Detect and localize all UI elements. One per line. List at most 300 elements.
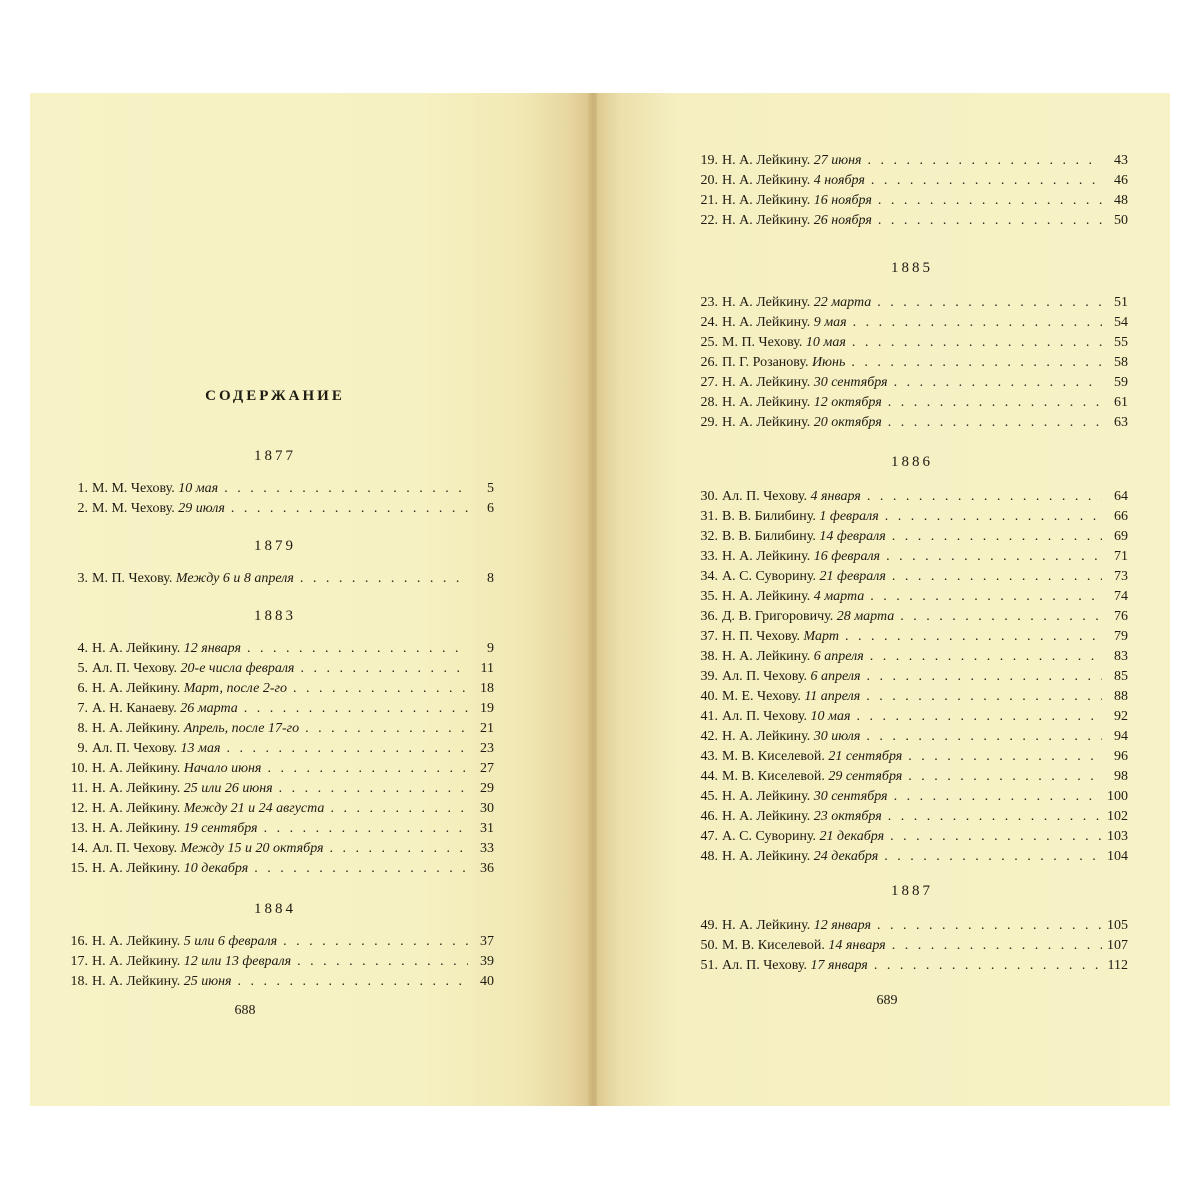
entry-addressee: Н. А. Лейкину. [92,681,181,696]
toc-entry[interactable] [694,587,1128,607]
entry-addressee: М. В. Киселевой. [722,938,825,953]
entry-date: 30 сентября [813,375,888,390]
entry-page-number: 54 [1114,315,1128,330]
entry-text [722,956,1102,976]
entry-page-number: 39 [480,954,494,969]
entry-date: 21 декабря [819,829,885,844]
entry-number: 13. [70,821,88,836]
toc-entry[interactable] [694,413,1128,433]
entry-date: 10 декабря [183,861,249,876]
entry-date: 29 июля [178,501,225,516]
entry-page-number: 58 [1114,355,1128,370]
toc-entry[interactable] [694,847,1128,867]
entry-number: 22. [700,213,718,228]
toc-entry[interactable] [694,293,1128,313]
entry-addressee: Н. А. Лейкину. [722,789,811,804]
entry-text [722,353,1102,373]
entry-addressee: Н. А. Лейкину. [722,395,811,410]
entry-number: 48. [700,849,718,864]
entry-number: 50. [700,938,718,953]
entry-page-number: 73 [1114,569,1128,584]
entry-date: 4 марта [813,589,865,604]
entry-text [722,627,1102,647]
entry-page-number: 69 [1114,529,1128,544]
toc-entry[interactable] [694,487,1128,507]
entry-date: Между 6 и 8 апреля [175,571,294,586]
toc-entry[interactable] [694,607,1128,627]
entry-page-number: 105 [1107,918,1128,933]
entry-text [92,639,468,659]
entry-text [722,211,1102,231]
entry-text [722,687,1102,707]
toc-entry[interactable] [694,191,1128,211]
toc-entry[interactable] [64,569,494,589]
entry-addressee: А. Н. Канаеву. [92,701,177,716]
toc-entry[interactable] [64,739,494,759]
entry-addressee: П. Г. Розанову. [722,355,809,370]
entry-text [722,567,1102,587]
entry-addressee: Ал. П. Чехову. [722,958,808,973]
entry-date: 29 сентября [828,769,903,784]
entry-page-number: 74 [1114,589,1128,604]
entry-number: 2. [77,501,88,516]
entry-addressee: Д. В. Григоровичу. [722,609,834,624]
entry-number: 44. [700,769,718,784]
entry-number: 51. [700,958,718,973]
year-heading: 1887 [891,883,933,899]
entry-number: 47. [700,829,718,844]
entry-number: 12. [70,801,88,816]
entry-date: 20 октября [813,415,882,430]
toc-entry[interactable] [694,527,1128,547]
entry-page-number: 5 [487,481,494,496]
entry-page-number: 71 [1114,549,1128,564]
entry-addressee: Н. А. Лейкину. [722,918,811,933]
entry-number: 30. [700,489,718,504]
entry-page-number: 103 [1107,829,1128,844]
toc-entry[interactable] [64,499,494,519]
entry-date: 10 мая [805,335,846,350]
entry-addressee: Н. А. Лейкину. [722,375,811,390]
entry-text [92,839,468,859]
entry-number: 26. [700,355,718,370]
entry-date: 4 ноября [813,173,865,188]
entry-date: 16 февраля [813,549,881,564]
entry-page-number: 59 [1114,375,1128,390]
entry-text [92,972,468,992]
entry-text [722,487,1102,507]
entry-addressee: Н. А. Лейкину. [722,589,811,604]
entry-page-number: 102 [1107,809,1128,824]
entry-page-number: 98 [1114,769,1128,784]
entry-addressee: Ал. П. Чехову. [92,741,178,756]
entry-date: 11 апреля [804,689,861,704]
entry-number: 42. [700,729,718,744]
entry-addressee: Н. А. Лейкину. [722,849,811,864]
entry-number: 24. [700,315,718,330]
entry-addressee: А. С. Суворину. [722,829,817,844]
entry-number: 31. [700,509,718,524]
entry-page-number: 43 [1114,153,1128,168]
entry-number: 8. [77,721,88,736]
entry-page-number: 19 [480,701,494,716]
entry-date: 14 января [828,938,886,953]
year-heading: 1879 [254,538,296,554]
entry-page-number: 46 [1114,173,1128,188]
entry-page-number: 112 [1107,958,1128,973]
entry-page-number: 31 [480,821,494,836]
toc-entry[interactable] [64,699,494,719]
entry-page-number: 23 [480,741,494,756]
toc-entry[interactable] [694,827,1128,847]
entry-date: 27 июня [813,153,862,168]
entry-text [722,171,1102,191]
toc-entry[interactable] [694,667,1128,687]
toc-entry[interactable] [64,639,494,659]
entry-text [92,679,468,699]
entry-addressee: Ал. П. Чехову. [92,841,178,856]
entry-date: 24 декабря [813,849,879,864]
entry-number: 3. [77,571,88,586]
entry-page-number: 6 [487,501,494,516]
entry-page-number: 51 [1114,295,1128,310]
toc-entry[interactable] [694,507,1128,527]
entry-addressee: Ал. П. Чехову. [92,661,178,676]
entry-text [722,607,1102,627]
entry-number: 7. [77,701,88,716]
entry-number: 5. [77,661,88,676]
entry-number: 19. [700,153,718,168]
entry-text [92,759,468,779]
entry-number: 32. [700,529,718,544]
entry-addressee: М. П. Чехову. [722,335,803,350]
entry-date: 19 сентября [183,821,258,836]
entry-text [92,699,468,719]
toc-entry[interactable] [64,839,494,859]
entry-number: 40. [700,689,718,704]
entry-number: 21. [700,193,718,208]
entry-number: 36. [700,609,718,624]
entry-addressee: М. В. Киселевой. [722,769,825,784]
entry-text [722,191,1102,211]
entry-text [722,547,1102,567]
entry-text [722,707,1102,727]
toc-entry[interactable] [64,759,494,779]
entry-page-number: 55 [1114,335,1128,350]
entry-text [722,936,1102,956]
year-heading: 1883 [254,608,296,624]
entry-number: 14. [70,841,88,856]
toc-entry[interactable] [694,313,1128,333]
entry-date: Март [803,629,839,644]
entry-text [92,479,468,499]
toc-entry[interactable] [694,916,1128,936]
entry-date: 10 мая [810,709,851,724]
entry-page-number: 40 [480,974,494,989]
toc-entry[interactable] [694,787,1128,807]
entry-page-number: 36 [480,861,494,876]
year-heading: 1886 [891,454,933,470]
entry-number: 4. [77,641,88,656]
entry-text [722,847,1102,867]
entry-page-number: 29 [480,781,494,796]
entry-addressee: Н. А. Лейкину. [92,821,181,836]
entry-addressee: Н. А. Лейкину. [722,295,811,310]
entry-text [722,151,1102,171]
entry-number: 41. [700,709,718,724]
entry-text [722,413,1102,433]
toc-entry[interactable] [64,859,494,879]
entry-text [722,293,1102,313]
toc-entry[interactable] [694,393,1128,413]
toc-entry[interactable] [694,353,1128,373]
entry-date: 26 марта [180,701,238,716]
entry-text [92,799,468,819]
entry-addressee: Н. А. Лейкину. [92,861,181,876]
entry-number: 34. [700,569,718,584]
entry-addressee: Ал. П. Чехову. [722,489,808,504]
toc-entry[interactable] [694,747,1128,767]
entry-text [722,827,1102,847]
entry-number: 39. [700,669,718,684]
entry-text [722,507,1102,527]
entry-date: 21 февраля [819,569,886,584]
entry-date: 21 сентября [828,749,903,764]
entry-date: 26 ноября [813,213,872,228]
entry-addressee: Н. А. Лейкину. [92,721,181,736]
toc-entry[interactable] [694,956,1128,976]
entry-addressee: М. Е. Чехову. [722,689,801,704]
entry-date: Между 15 и 20 октября [180,841,324,856]
toc-entry[interactable] [64,479,494,499]
toc-entry[interactable] [694,807,1128,827]
toc-entry[interactable] [64,679,494,699]
year-heading: 1884 [254,901,296,917]
entry-page-number: 8 [487,571,494,586]
entry-number: 17. [70,954,88,969]
entry-addressee: М. П. Чехову. [92,571,173,586]
entry-page-number: 88 [1114,689,1128,704]
entry-text [92,659,468,679]
toc-entry[interactable] [694,936,1128,956]
entry-text [722,747,1102,767]
entry-addressee: М. М. Чехову. [92,481,175,496]
entry-number: 28. [700,395,718,410]
toc-entry[interactable] [694,647,1128,667]
entry-number: 35. [700,589,718,604]
entry-addressee: М. М. Чехову. [92,501,175,516]
entry-number: 1. [77,481,88,496]
entry-page-number: 18 [480,681,494,696]
entry-page-number: 63 [1114,415,1128,430]
entry-page-number: 100 [1107,789,1128,804]
toc-entry[interactable] [694,707,1128,727]
entry-text [92,779,468,799]
entry-date: 20-е числа февраля [180,661,295,676]
entry-number: 9. [77,741,88,756]
entry-addressee: Н. А. Лейкину. [92,781,181,796]
entry-page-number: 79 [1114,629,1128,644]
entry-page-number: 48 [1114,193,1128,208]
toc-entry[interactable] [694,567,1128,587]
entry-page-number: 27 [480,761,494,776]
entry-text [722,667,1102,687]
entry-text [722,787,1102,807]
entry-page-number: 76 [1114,609,1128,624]
entry-addressee: Н. А. Лейкину. [722,315,811,330]
year-heading: 1877 [254,448,296,464]
entry-page-number: 66 [1114,509,1128,524]
toc-entry[interactable] [64,659,494,679]
entry-date: 9 мая [813,315,847,330]
entry-page-number: 104 [1107,849,1128,864]
entry-date: 28 марта [836,609,895,624]
entry-date: 6 апреля [810,669,861,684]
entry-date: Между 21 и 24 августа [183,801,325,816]
entry-page-number: 21 [480,721,494,736]
entry-date: 1 февраля [819,509,879,524]
toc-entry[interactable] [694,687,1128,707]
entry-text [722,393,1102,413]
toc-entry[interactable] [64,779,494,799]
toc-entry[interactable] [694,727,1128,747]
entry-text [722,727,1102,747]
entry-addressee: Н. А. Лейкину. [92,801,181,816]
entry-addressee: Н. А. Лейкину. [92,974,181,989]
entry-text [722,527,1102,547]
entry-number: 33. [700,549,718,564]
entry-text [722,333,1102,353]
toc-entry[interactable] [694,333,1128,353]
toc-entry[interactable] [64,799,494,819]
toc-entry[interactable] [64,819,494,839]
toc-entry[interactable] [694,767,1128,787]
year-heading: 1885 [891,260,933,276]
entry-number: 46. [700,809,718,824]
entry-text [722,313,1102,333]
entry-addressee: Н. А. Лейкину. [722,549,811,564]
entry-number: 45. [700,789,718,804]
entry-date: 5 или 6 февраля [183,934,278,949]
entry-addressee: Н. А. Лейкину. [92,954,181,969]
entry-number: 49. [700,918,718,933]
entry-addressee: Ал. П. Чехову. [722,709,808,724]
entry-text [722,587,1102,607]
entry-date: 4 января [810,489,861,504]
entry-number: 15. [70,861,88,876]
entry-number: 16. [70,934,88,949]
entry-addressee: Н. А. Лейкину. [722,809,811,824]
entry-page-number: 107 [1107,938,1128,953]
entry-text [92,739,468,759]
entry-number: 29. [700,415,718,430]
entry-text [92,819,468,839]
toc-entry[interactable] [694,171,1128,191]
entry-text [92,952,468,972]
entry-date: 12 октября [813,395,882,410]
entry-date: Начало июня [183,761,262,776]
entry-text [92,932,468,952]
entry-date: 14 февраля [819,529,886,544]
entry-text [92,499,468,519]
entry-number: 18. [70,974,88,989]
entry-page-number: 11 [480,661,494,676]
entry-addressee: Н. А. Лейкину. [722,153,811,168]
entry-addressee: Н. А. Лейкину. [722,213,811,228]
entry-number: 43. [700,749,718,764]
entry-text [92,569,468,589]
page-title: СОДЕРЖАНИЕ [205,388,345,404]
entry-page-number: 33 [480,841,494,856]
entry-addressee: Н. А. Лейкину. [722,173,811,188]
entry-number: 6. [77,681,88,696]
entry-addressee: Н. А. Лейкину. [92,761,181,776]
entry-date: 30 июля [813,729,861,744]
entry-addressee: Н. П. Чехову. [722,629,801,644]
entry-date: 6 апреля [813,649,864,664]
entry-page-number: 92 [1114,709,1128,724]
entry-page-number: 30 [480,801,494,816]
entry-addressee: В. В. Билибину. [722,509,816,524]
entry-date: 22 марта [813,295,872,310]
entry-page-number: 64 [1114,489,1128,504]
entry-addressee: Н. А. Лейкину. [722,649,811,664]
entry-addressee: Н. А. Лейкину. [92,641,181,656]
page-number-left: 688 [234,1003,256,1018]
entry-page-number: 50 [1114,213,1128,228]
entry-date: Апрель, после 17-го [183,721,300,736]
entry-page-number: 37 [480,934,494,949]
entry-date: 16 ноября [813,193,872,208]
entry-text [722,916,1102,936]
toc-entry[interactable] [694,627,1128,647]
entry-number: 23. [700,295,718,310]
entry-number: 27. [700,375,718,390]
entry-addressee: Н. А. Лейкину. [722,193,811,208]
entry-text [722,647,1102,667]
entry-number: 25. [700,335,718,350]
entry-date: 25 июня [183,974,232,989]
entry-date: 10 мая [178,481,219,496]
toc-entry[interactable] [694,211,1128,231]
entry-text [722,373,1102,393]
toc-entry[interactable] [64,719,494,739]
toc-entry[interactable] [64,932,494,952]
entry-number: 37. [700,629,718,644]
entry-text [722,807,1102,827]
entry-date: 13 мая [180,741,221,756]
entry-page-number: 83 [1114,649,1128,664]
toc-entry[interactable] [694,547,1128,567]
entry-date: Июнь [812,355,846,370]
page-number-right: 689 [876,993,898,1008]
toc-entry[interactable] [694,373,1128,393]
entry-date: 12 или 13 февраля [183,954,292,969]
toc-entry[interactable] [694,151,1128,171]
toc-entry[interactable] [64,972,494,992]
entry-page-number: 96 [1114,749,1128,764]
toc-entry[interactable] [64,952,494,972]
entry-number: 11. [71,781,88,796]
entry-date: Март, после 2-го [183,681,287,696]
entry-text [92,719,468,739]
entry-date: 12 января [813,918,871,933]
entry-date: 30 сентября [813,789,888,804]
entry-addressee: Н. А. Лейкину. [92,934,181,949]
entry-page-number: 94 [1114,729,1128,744]
entry-date: 23 октября [813,809,882,824]
entry-date: 17 января [810,958,868,973]
